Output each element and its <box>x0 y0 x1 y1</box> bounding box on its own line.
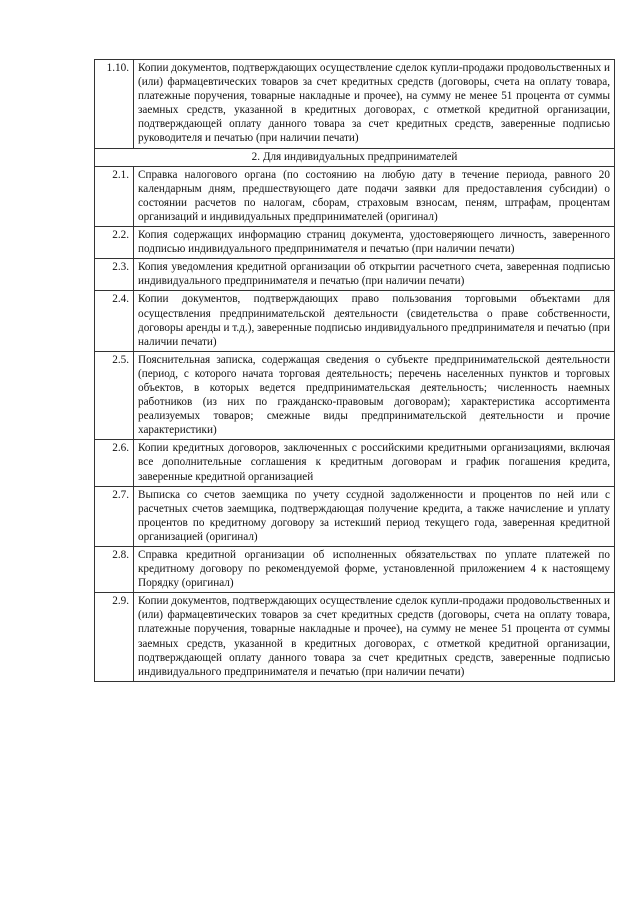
row-text: Справка налогового органа (по состоянию на любую дату в течение периода, равного 20 календарным дням, предшествующего дате подачи заявки для предоставления субсидии) о состоянии расчетов по налогам, сборам, страховым взносам, пеням, штрафам, процентам организаций и индивидуальных предпринимателей (оригинал) <box>134 166 615 226</box>
row-text: Копия уведомления кредитной организации об открытии расчетного счета, заверенная подписью индивидуального предпринимателя и печатью (при наличии печати) <box>134 259 615 291</box>
row-number: 2.3. <box>95 259 134 291</box>
documents-table <box>94 59 615 682</box>
row-text: Справка кредитной организации об исполненных обязательствах по уплате платежей по кредитному договору по рекомендуемой форме, установленной приложением 4 к настоящему Порядку (оригинал) <box>134 547 615 593</box>
table-row <box>95 291 615 351</box>
table-row <box>95 166 615 226</box>
row-text: Пояснительная записка, содержащая сведения о субъекте предпринимательской деятельности (период, с которого начата торговая деятельность; перечень населенных пунктов и торговых объектов, в которых ведется предпринимательская деятельность; численность наемных работников (из них по гражданско-правовым договорам); характеристика ассортимента реализуемых товаров; смежные виды предпринимательской деятельности и прочие характеристики) <box>134 351 615 440</box>
table-row <box>95 227 615 259</box>
row-number: 2.2. <box>95 227 134 259</box>
table-row <box>95 259 615 291</box>
table-row <box>95 547 615 593</box>
row-text: Копии документов, подтверждающих осуществление сделок купли-продажи продовольственных и (или) фармацевтических товаров за счет кредитных средств (договоры, счета на оплату товара, платежные поручения, товарные накладные и прочее), на сумму не менее 51 процента от суммы заемных средств, указанной в кредитных договорах, с отметкой кредитной организации, подтверждающей оплату данного товара за счет кредитных средств, заверенные подписью руководителя и печатью (при наличии печати) <box>134 60 615 149</box>
row-text: Копии документов, подтверждающих осуществление сделок купли-продажи продовольственных и (или) фармацевтических товаров за счет кредитных средств (договоры, счета на оплату товара, платежные поручения, товарные накладные и прочее), на сумму не менее 51 процента от суммы заемных средств, указанной в кредитных договорах, с отметкой кредитной организации, подтверждающей оплату данного товара за счет кредитных средств, заверенные подписью индивидуального предпринимателя и печатью (при наличии печати) <box>134 593 615 682</box>
row-number: 2.6. <box>95 440 134 486</box>
table-row <box>95 60 615 149</box>
row-text: Копии документов, подтверждающих право пользования торговыми объектами для осуществления предпринимательской деятельности (свидетельства о праве собственности, договоры аренды и т.д.), заверенные подписью индивидуального предпринимателя и печатью (при наличии печати) <box>134 291 615 351</box>
table-row <box>95 440 615 486</box>
table-row <box>95 351 615 440</box>
row-number: 1.10. <box>95 60 134 149</box>
row-number: 2.5. <box>95 351 134 440</box>
row-text: Копия содержащих информацию страниц документа, удостоверяющего личность, заверенного подписью индивидуального предпринимателя и печатью (при наличии печати) <box>134 227 615 259</box>
table-row <box>95 593 615 682</box>
section-row <box>95 148 615 166</box>
row-number: 2.8. <box>95 547 134 593</box>
row-number: 2.4. <box>95 291 134 351</box>
row-text: Копии кредитных договоров, заключенных с российскими кредитными организациями, включая все дополнительные соглашения к кредитным договорам и график погашения кредита, заверенные кредитной организацией <box>134 440 615 486</box>
row-text: Выписка со счетов заемщика по учету ссудной задолженности и процентов по ней или с расчетных счетов заемщика, подтверждающая получение кредита, а также начисление и уплату процентов по кредитному договору за истекший период текущего года, заверенная кредитной организацией (оригинал) <box>134 486 615 546</box>
row-number: 2.1. <box>95 166 134 226</box>
row-number: 2.7. <box>95 486 134 546</box>
table-row <box>95 486 615 546</box>
row-number: 2.9. <box>95 593 134 682</box>
section-heading: 2. Для индивидуальных предпринимателей <box>95 148 615 166</box>
